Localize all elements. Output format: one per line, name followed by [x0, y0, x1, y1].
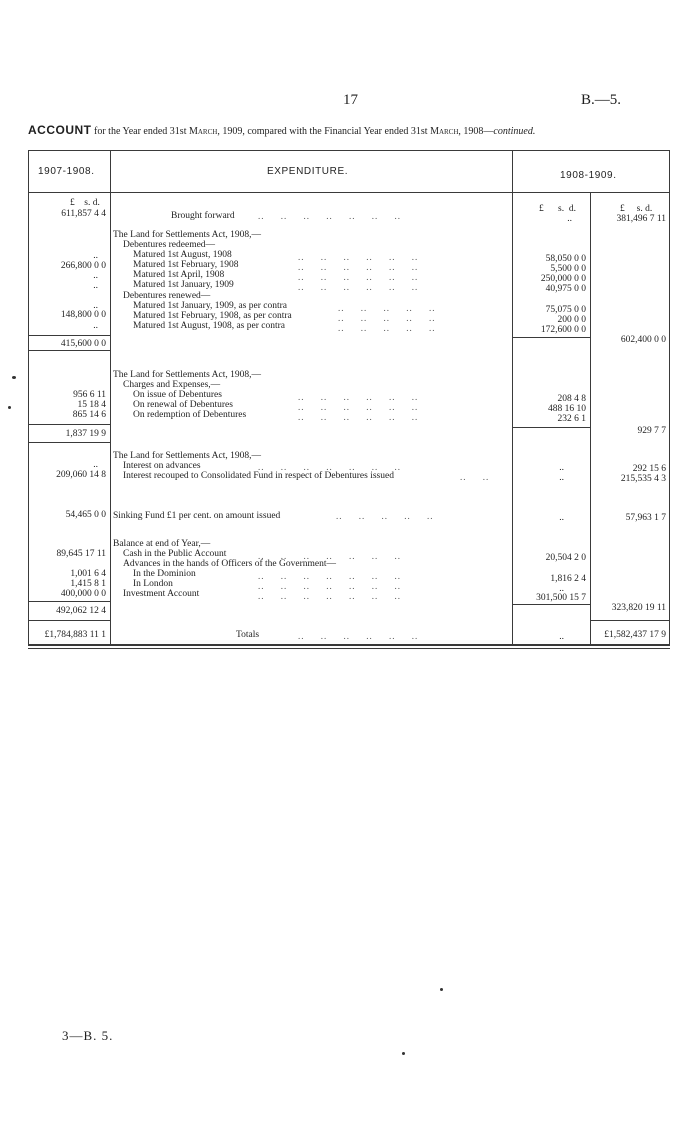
mid-value-dominion: 1,816 2 4: [550, 574, 586, 584]
left-value-charges-total: 1,837 19 9: [65, 429, 106, 439]
page-number: 17: [343, 92, 358, 108]
subtotal-rule-left-bottom: [28, 442, 110, 443]
row-matured-feb-contra: Matured 1st February, 1908, as per contra: [133, 311, 292, 321]
left-placeholder: ..: [93, 460, 98, 470]
row-advances: Advances in the hands of Officers of the Government—: [123, 559, 336, 569]
left-value-investment: 400,000 0 0: [60, 589, 106, 599]
row-matured-aug-contra: Matured 1st August, 1908, as per contra: [133, 321, 285, 331]
left-value-renewed-total: 148,800 0 0: [60, 310, 106, 320]
column-header-1907-1908: 1907-1908.: [38, 166, 95, 177]
right-value-charges: 929 7 7: [637, 426, 666, 436]
row-debentures-renewed: Debentures renewed—: [123, 291, 211, 301]
row-matured-apr: Matured 1st April, 1908: [133, 270, 225, 280]
subtotal-rule-left: [28, 601, 110, 602]
row-debentures-redeemed: Debentures redeemed—: [123, 240, 216, 250]
left-value-issue: 956 6 11: [73, 390, 106, 400]
right-value-totals: £1,582,437 17 9: [604, 630, 666, 640]
row-interest-advances: Interest on advances: [123, 461, 201, 471]
mid-value-feb-contra: 200 0 0: [557, 315, 586, 325]
column-header-expenditure: EXPENDITURE.: [267, 166, 349, 177]
row-matured-aug: Matured 1st August, 1908: [133, 250, 232, 260]
heading-continued: continued.: [493, 126, 536, 137]
unit-shilling: s.: [558, 204, 565, 214]
row-charges: Charges and Expenses,—: [123, 380, 221, 390]
mid-value-renewal: 488 16 10: [548, 404, 586, 414]
left-placeholder: ..: [93, 321, 98, 331]
row-matured-feb: Matured 1st February, 1908: [133, 260, 239, 270]
heading-mid: , 1909, compared with the Financial Year ended 31st: [217, 126, 428, 137]
heading-pre: for the Year ended 31st: [94, 126, 187, 137]
expenditure-table: [28, 150, 670, 650]
mid-value-jan: 40,975 0 0: [545, 284, 586, 294]
unit-shilling: s.: [84, 198, 91, 208]
mid-placeholder: ..: [559, 463, 564, 473]
right-border: [669, 150, 670, 646]
row-investment: Investment Account: [123, 589, 200, 599]
stray-mark: [440, 988, 443, 991]
column-divider-2: [512, 150, 513, 646]
mid-value-aug: 58,050 0 0: [545, 254, 586, 264]
mid-placeholder: ..: [567, 214, 572, 224]
row-redemption: On redemption of Debentures: [133, 410, 247, 420]
stray-mark: [8, 406, 11, 409]
unit-pound: £: [539, 204, 544, 214]
column-header-1908-1909: 1908-1909.: [560, 170, 617, 181]
unit-pence: d.: [568, 204, 576, 214]
row-dominion: In the Dominion: [133, 569, 196, 579]
mid-value-apr: 250,000 0 0: [540, 274, 586, 284]
left-value-brought-forward: 611,857 4 4: [61, 209, 106, 219]
unit-pence: d.: [645, 204, 653, 214]
left-value-debentures-total: 415,600 0 0: [60, 339, 106, 349]
row-balance: Balance at end of Year,—: [113, 539, 211, 549]
mid-value-issue: 208 4 8: [557, 394, 586, 404]
account-heading: [28, 123, 535, 137]
row-sinking-fund: Sinking Fund £1 per cent. on amount issued: [113, 511, 281, 521]
left-value-cash: 89,645 17 11: [56, 549, 106, 559]
row-london: In London: [133, 579, 173, 589]
table-top-rule: [28, 150, 670, 151]
left-value-sinking: 54,465 0 0: [65, 510, 106, 520]
left-value-interest: 209,060 14 8: [56, 470, 106, 480]
row-leader: .. .. .. .. .. .. ..: [258, 551, 401, 561]
left-value-dominion: 1,001 6 4: [70, 569, 106, 579]
subtotal-rule-mid: [512, 427, 590, 428]
row-brought-forward: Brought forward: [171, 211, 235, 221]
left-placeholder: ..: [93, 301, 98, 311]
header-bottom-rule: [28, 192, 670, 193]
row-lsa-heading-2: The Land for Settlements Act, 1908,—: [113, 370, 262, 380]
row-totals: Totals: [236, 630, 260, 640]
right-value-sinking: 57,963 1 7: [625, 513, 666, 523]
row-lsa-heading-3: The Land for Settlements Act, 1908,—: [113, 451, 262, 461]
row-renewal: On renewal of Debentures: [133, 400, 233, 410]
row-leader: .. .. .. .. .. .. ..: [258, 211, 401, 221]
heading-post: , 1908—: [458, 126, 494, 137]
mid-placeholder: ..: [559, 473, 564, 483]
left-placeholder: ..: [93, 271, 98, 281]
row-leader: .. .. .. .. .. .. .. .. .. .. .. .. .. .. .. .. .. .. .. .. ..: [258, 571, 401, 601]
subtotal-rule-left: [28, 335, 110, 336]
left-value-renewal: 15 18 4: [77, 400, 106, 410]
row-leader: .. .. .. .. .. .. .. .. .. .. .. .. .. .. .. .. .. ..: [298, 392, 419, 422]
unit-pound: £: [70, 198, 75, 208]
column-divider-3: [590, 192, 591, 646]
left-placeholder: ..: [93, 281, 98, 291]
left-value-london: 1,415 8 1: [70, 579, 106, 589]
row-cash: Cash in the Public Account: [123, 549, 227, 559]
stray-mark: [402, 1052, 405, 1055]
stray-mark: [12, 376, 16, 379]
mid-value-feb: 5,500 0 0: [550, 264, 586, 274]
column-divider-1: [110, 150, 111, 646]
subtotal-rule-mid: [512, 337, 590, 338]
heading-month2: March: [430, 126, 459, 137]
row-matured-jan-contra: Matured 1st January, 1909, as per contra: [133, 301, 287, 311]
unit-pound: £: [620, 204, 625, 214]
subtotal-rule-left-bottom: [28, 620, 110, 621]
row-interest-recouped: Interest recouped to Consolidated Fund in respect of Debentures issued: [123, 471, 394, 481]
row-issue: On issue of Debentures: [133, 390, 222, 400]
document-reference: B.—5.: [581, 92, 622, 108]
heading-month1: March: [188, 126, 218, 137]
row-leader: .. ..: [460, 472, 490, 482]
row-leader: .. .. .. .. .. .. ..: [258, 462, 401, 472]
subtotal-rule-left: [28, 424, 110, 425]
unit-shilling: s.: [636, 204, 643, 214]
unit-pence: d.: [92, 198, 100, 208]
row-matured-jan: Matured 1st January, 1909: [133, 280, 234, 290]
mid-value-aug-contra: 172,600 0 0: [540, 325, 586, 335]
mid-value-redemption: 232 6 1: [557, 414, 586, 424]
mid-value-cash: 20,504 2 0: [545, 553, 586, 563]
table-bottom-rule-2: [28, 648, 670, 649]
row-leader: .. .. .. .. .. .. .. .. .. .. .. .. .. .. ..: [338, 303, 436, 333]
row-leader: .. .. .. .. .. .. .. .. .. .. .. .. .. .. .. .. .. .. .. .. .. .. .. ..: [298, 252, 419, 292]
row-lsa-heading-1: The Land for Settlements Act, 1908,—: [113, 230, 262, 240]
mid-placeholder: ..: [559, 513, 564, 523]
right-value-interest-advances: 292 15 6: [632, 464, 666, 474]
right-value-brought-forward: 381,496 7 11: [616, 214, 666, 224]
subtotal-rule-left-bottom: [28, 350, 110, 351]
left-value-redeemed-total: 266,800 0 0: [60, 261, 106, 271]
table-bottom-rule: [28, 644, 670, 646]
unit-label-left: [70, 198, 100, 209]
right-value-interest-recouped: 215,535 4 3: [620, 474, 666, 484]
left-value-redemption: 865 14 6: [72, 410, 106, 420]
right-value-balance: 323,820 19 11: [611, 603, 666, 613]
right-value-debentures: 602,400 0 0: [620, 335, 666, 345]
left-value-totals: £1,784,883 11 1: [44, 630, 106, 640]
account-word: ACCOUNT: [28, 123, 92, 137]
mid-placeholder: ..: [559, 632, 564, 642]
row-leader: .. .. .. .. .. ..: [298, 631, 419, 641]
left-value-balance-total: 492,062 12 4: [56, 606, 106, 616]
mid-value-jan-contra: 75,075 0 0: [545, 305, 586, 315]
page-footer: 3—B. 5.: [62, 1028, 114, 1043]
mid-placeholder: ..: [559, 584, 564, 594]
left-border: [28, 150, 29, 646]
mid-value-investment: 301,500 15 7: [536, 593, 586, 603]
left-placeholder: ..: [93, 251, 98, 261]
subtotal-rule-mid: [512, 604, 590, 605]
row-leader: .. .. .. .. ..: [336, 511, 434, 521]
totals-rule-right: [590, 620, 669, 621]
